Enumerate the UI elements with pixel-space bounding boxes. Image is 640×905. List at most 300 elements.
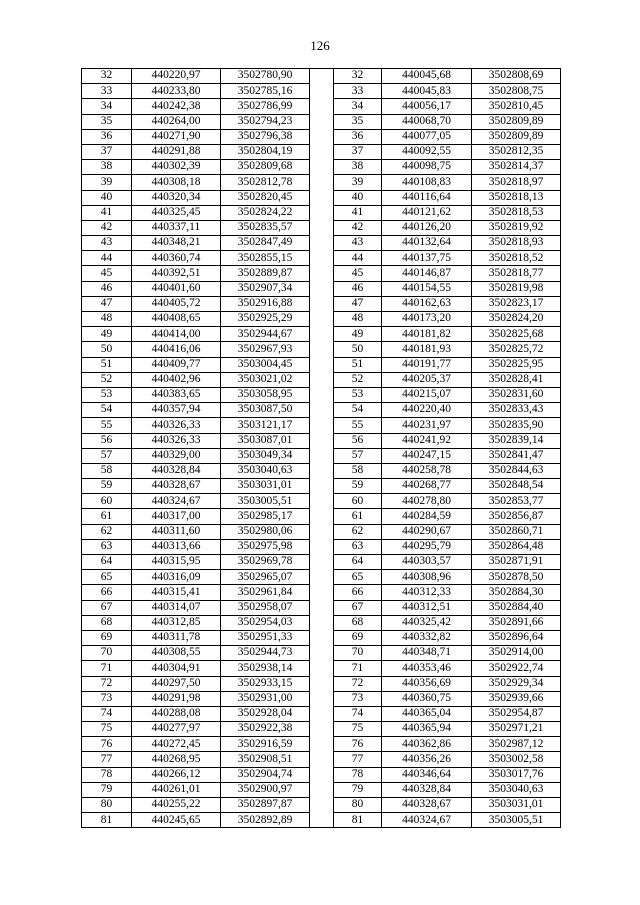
right-point-number-cell: 73	[334, 691, 382, 706]
column-gap	[310, 630, 334, 645]
right-y-coordinate-cell: 3502860,71	[472, 524, 561, 539]
right-point-number-cell: 38	[334, 160, 382, 175]
left-x-coordinate-cell: 440414,00	[132, 327, 221, 342]
left-y-coordinate-cell: 3502785,16	[221, 84, 310, 99]
right-point-number-cell: 65	[334, 570, 382, 585]
table-row	[82, 403, 561, 418]
right-point-number-cell: 46	[334, 281, 382, 296]
right-point-number-cell: 64	[334, 555, 382, 570]
right-point-number-cell: 57	[334, 448, 382, 463]
left-point-number-cell: 71	[82, 661, 132, 676]
left-y-coordinate-cell: 3502985,17	[221, 509, 310, 524]
table-row	[82, 160, 561, 175]
table-row	[82, 251, 561, 266]
left-point-number-cell: 62	[82, 524, 132, 539]
left-point-number-cell: 79	[82, 782, 132, 797]
table-row	[82, 782, 561, 797]
left-y-coordinate-cell: 3503121,17	[221, 418, 310, 433]
left-point-number-cell: 34	[82, 99, 132, 114]
left-x-coordinate-cell: 440408,65	[132, 312, 221, 327]
right-point-number-cell: 37	[334, 144, 382, 159]
left-y-coordinate-cell: 3502812,78	[221, 175, 310, 190]
left-y-coordinate-cell: 3502954,03	[221, 615, 310, 630]
right-x-coordinate-cell: 440308,96	[382, 570, 472, 585]
right-y-coordinate-cell: 3502825,95	[472, 357, 561, 372]
right-x-coordinate-cell: 440278,80	[382, 494, 472, 509]
left-x-coordinate-cell: 440326,33	[132, 418, 221, 433]
right-point-number-cell: 77	[334, 752, 382, 767]
left-y-coordinate-cell: 3503049,34	[221, 448, 310, 463]
right-x-coordinate-cell: 440162,63	[382, 296, 472, 311]
table-row	[82, 144, 561, 159]
table-row	[82, 342, 561, 357]
left-x-coordinate-cell: 440304,91	[132, 661, 221, 676]
right-point-number-cell: 45	[334, 266, 382, 281]
left-x-coordinate-cell: 440261,01	[132, 782, 221, 797]
left-x-coordinate-cell: 440312,85	[132, 615, 221, 630]
left-y-coordinate-cell: 3503087,50	[221, 403, 310, 418]
left-y-coordinate-cell: 3503031,01	[221, 479, 310, 494]
table-row	[82, 418, 561, 433]
right-x-coordinate-cell: 440098,75	[382, 160, 472, 175]
left-y-coordinate-cell: 3502933,15	[221, 676, 310, 691]
right-x-coordinate-cell: 440132,64	[382, 236, 472, 251]
column-gap	[310, 463, 334, 478]
column-gap	[310, 570, 334, 585]
right-point-number-cell: 74	[334, 706, 382, 721]
right-x-coordinate-cell: 440191,77	[382, 357, 472, 372]
right-point-number-cell: 61	[334, 509, 382, 524]
right-x-coordinate-cell: 440284,59	[382, 509, 472, 524]
column-gap	[310, 722, 334, 737]
left-x-coordinate-cell: 440409,77	[132, 357, 221, 372]
column-gap	[310, 646, 334, 661]
column-gap	[310, 767, 334, 782]
right-y-coordinate-cell: 3502844,63	[472, 463, 561, 478]
table-row	[82, 737, 561, 752]
table-row	[82, 448, 561, 463]
left-point-number-cell: 47	[82, 296, 132, 311]
right-x-coordinate-cell: 440365,94	[382, 722, 472, 737]
right-y-coordinate-cell: 3502987,12	[472, 737, 561, 752]
right-point-number-cell: 62	[334, 524, 382, 539]
right-y-coordinate-cell: 3502954,87	[472, 706, 561, 721]
right-point-number-cell: 53	[334, 387, 382, 402]
table-row	[82, 387, 561, 402]
column-gap	[310, 813, 334, 828]
left-point-number-cell: 81	[82, 813, 132, 828]
table-row	[82, 706, 561, 721]
left-x-coordinate-cell: 440402,96	[132, 372, 221, 387]
column-gap	[310, 509, 334, 524]
right-x-coordinate-cell: 440268,77	[382, 479, 472, 494]
page-number: 126	[310, 38, 330, 53]
table-row	[82, 175, 561, 190]
table-row	[82, 524, 561, 539]
right-x-coordinate-cell: 440247,15	[382, 448, 472, 463]
column-gap	[310, 691, 334, 706]
column-gap	[310, 676, 334, 691]
left-y-coordinate-cell: 3502847,49	[221, 236, 310, 251]
table-row	[82, 646, 561, 661]
left-x-coordinate-cell: 440325,45	[132, 205, 221, 220]
column-gap	[310, 266, 334, 281]
right-x-coordinate-cell: 440365,04	[382, 706, 472, 721]
left-point-number-cell: 50	[82, 342, 132, 357]
left-point-number-cell: 56	[82, 433, 132, 448]
left-y-coordinate-cell: 3502804,19	[221, 144, 310, 159]
right-y-coordinate-cell: 3502929,34	[472, 676, 561, 691]
table-row	[82, 327, 561, 342]
left-x-coordinate-cell: 440302,39	[132, 160, 221, 175]
left-y-coordinate-cell: 3502944,67	[221, 327, 310, 342]
left-x-coordinate-cell: 440272,45	[132, 737, 221, 752]
right-y-coordinate-cell: 3502835,90	[472, 418, 561, 433]
right-y-coordinate-cell: 3502839,14	[472, 433, 561, 448]
column-gap	[310, 220, 334, 235]
right-point-number-cell: 70	[334, 646, 382, 661]
column-gap	[310, 160, 334, 175]
left-y-coordinate-cell: 3502922,38	[221, 722, 310, 737]
column-gap	[310, 448, 334, 463]
right-point-number-cell: 78	[334, 767, 382, 782]
left-point-number-cell: 48	[82, 312, 132, 327]
left-point-number-cell: 53	[82, 387, 132, 402]
right-y-coordinate-cell: 3502825,72	[472, 342, 561, 357]
right-point-number-cell: 54	[334, 403, 382, 418]
column-gap	[310, 782, 334, 797]
right-point-number-cell: 50	[334, 342, 382, 357]
left-x-coordinate-cell: 440317,00	[132, 509, 221, 524]
table-row	[82, 114, 561, 129]
left-x-coordinate-cell: 440360,74	[132, 251, 221, 266]
right-point-number-cell: 71	[334, 661, 382, 676]
left-y-coordinate-cell: 3502931,00	[221, 691, 310, 706]
right-point-number-cell: 66	[334, 585, 382, 600]
left-y-coordinate-cell: 3502897,87	[221, 798, 310, 813]
left-y-coordinate-cell: 3502925,29	[221, 312, 310, 327]
right-x-coordinate-cell: 440173,20	[382, 312, 472, 327]
right-y-coordinate-cell: 3502891,66	[472, 615, 561, 630]
column-gap	[310, 205, 334, 220]
right-x-coordinate-cell: 440231,97	[382, 418, 472, 433]
left-point-number-cell: 70	[82, 646, 132, 661]
left-y-coordinate-cell: 3502796,38	[221, 129, 310, 144]
left-x-coordinate-cell: 440326,33	[132, 433, 221, 448]
table-row	[82, 494, 561, 509]
column-gap	[310, 403, 334, 418]
column-gap	[310, 737, 334, 752]
right-point-number-cell: 35	[334, 114, 382, 129]
left-y-coordinate-cell: 3502908,51	[221, 752, 310, 767]
table-row	[82, 205, 561, 220]
right-point-number-cell: 68	[334, 615, 382, 630]
right-y-coordinate-cell: 3502819,92	[472, 220, 561, 235]
left-y-coordinate-cell: 3502904,74	[221, 767, 310, 782]
right-point-number-cell: 59	[334, 479, 382, 494]
right-point-number-cell: 51	[334, 357, 382, 372]
left-point-number-cell: 41	[82, 205, 132, 220]
column-gap	[310, 661, 334, 676]
right-x-coordinate-cell: 440328,84	[382, 782, 472, 797]
column-gap	[310, 114, 334, 129]
left-point-number-cell: 65	[82, 570, 132, 585]
left-x-coordinate-cell: 440233,80	[132, 84, 221, 99]
left-point-number-cell: 42	[82, 220, 132, 235]
column-gap	[310, 99, 334, 114]
column-gap	[310, 236, 334, 251]
left-x-coordinate-cell: 440264,00	[132, 114, 221, 129]
right-y-coordinate-cell: 3502818,53	[472, 205, 561, 220]
left-x-coordinate-cell: 440311,78	[132, 630, 221, 645]
right-y-coordinate-cell: 3502828,41	[472, 372, 561, 387]
left-x-coordinate-cell: 440271,90	[132, 129, 221, 144]
left-point-number-cell: 64	[82, 555, 132, 570]
right-y-coordinate-cell: 3502896,64	[472, 630, 561, 645]
column-gap	[310, 539, 334, 554]
table-row	[82, 479, 561, 494]
left-x-coordinate-cell: 440337,11	[132, 220, 221, 235]
left-y-coordinate-cell: 3502944,73	[221, 646, 310, 661]
column-gap	[310, 585, 334, 600]
table-row	[82, 615, 561, 630]
left-x-coordinate-cell: 440255,22	[132, 798, 221, 813]
right-y-coordinate-cell: 3502810,45	[472, 99, 561, 114]
right-x-coordinate-cell: 440325,42	[382, 615, 472, 630]
left-y-coordinate-cell: 3502951,33	[221, 630, 310, 645]
right-x-coordinate-cell: 440181,82	[382, 327, 472, 342]
right-x-coordinate-cell: 440092,55	[382, 144, 472, 159]
coordinates-table	[81, 68, 561, 828]
right-x-coordinate-cell: 440220,40	[382, 403, 472, 418]
table-row	[82, 69, 561, 84]
left-x-coordinate-cell: 440316,09	[132, 570, 221, 585]
right-point-number-cell: 79	[334, 782, 382, 797]
coordinates-table-body	[82, 69, 561, 828]
right-y-coordinate-cell: 3502818,77	[472, 266, 561, 281]
column-gap	[310, 342, 334, 357]
left-x-coordinate-cell: 440313,66	[132, 539, 221, 554]
left-point-number-cell: 69	[82, 630, 132, 645]
left-x-coordinate-cell: 440348,21	[132, 236, 221, 251]
left-point-number-cell: 66	[82, 585, 132, 600]
table-row	[82, 722, 561, 737]
right-y-coordinate-cell: 3502823,17	[472, 296, 561, 311]
right-y-coordinate-cell: 3503040,63	[472, 782, 561, 797]
left-x-coordinate-cell: 440328,84	[132, 463, 221, 478]
left-point-number-cell: 60	[82, 494, 132, 509]
left-y-coordinate-cell: 3502928,04	[221, 706, 310, 721]
right-point-number-cell: 75	[334, 722, 382, 737]
right-point-number-cell: 40	[334, 190, 382, 205]
left-point-number-cell: 32	[82, 69, 132, 84]
right-x-coordinate-cell: 440068,70	[382, 114, 472, 129]
column-gap	[310, 190, 334, 205]
left-x-coordinate-cell: 440383,65	[132, 387, 221, 402]
column-gap	[310, 251, 334, 266]
left-y-coordinate-cell: 3502855,15	[221, 251, 310, 266]
left-point-number-cell: 63	[82, 539, 132, 554]
left-y-coordinate-cell: 3502967,93	[221, 342, 310, 357]
column-gap	[310, 600, 334, 615]
left-point-number-cell: 73	[82, 691, 132, 706]
table-row	[82, 767, 561, 782]
left-x-coordinate-cell: 440245,65	[132, 813, 221, 828]
right-x-coordinate-cell: 440056,17	[382, 99, 472, 114]
left-point-number-cell: 46	[82, 281, 132, 296]
table-row	[82, 570, 561, 585]
left-y-coordinate-cell: 3502980,06	[221, 524, 310, 539]
left-y-coordinate-cell: 3502969,78	[221, 555, 310, 570]
right-x-coordinate-cell: 440258,78	[382, 463, 472, 478]
right-x-coordinate-cell: 440348,71	[382, 646, 472, 661]
column-gap	[310, 144, 334, 159]
right-point-number-cell: 42	[334, 220, 382, 235]
right-y-coordinate-cell: 3502914,00	[472, 646, 561, 661]
right-x-coordinate-cell: 440356,26	[382, 752, 472, 767]
right-x-coordinate-cell: 440154,55	[382, 281, 472, 296]
left-x-coordinate-cell: 440401,60	[132, 281, 221, 296]
left-y-coordinate-cell: 3502907,34	[221, 281, 310, 296]
right-y-coordinate-cell: 3502825,68	[472, 327, 561, 342]
right-x-coordinate-cell: 440241,92	[382, 433, 472, 448]
left-y-coordinate-cell: 3502889,87	[221, 266, 310, 281]
right-y-coordinate-cell: 3502864,48	[472, 539, 561, 554]
table-row	[82, 312, 561, 327]
left-point-number-cell: 61	[82, 509, 132, 524]
right-x-coordinate-cell: 440146,87	[382, 266, 472, 281]
right-y-coordinate-cell: 3502833,43	[472, 403, 561, 418]
table-row	[82, 798, 561, 813]
left-y-coordinate-cell: 3503040,63	[221, 463, 310, 478]
left-point-number-cell: 36	[82, 129, 132, 144]
right-y-coordinate-cell: 3503017,76	[472, 767, 561, 782]
right-point-number-cell: 48	[334, 312, 382, 327]
left-x-coordinate-cell: 440308,18	[132, 175, 221, 190]
right-y-coordinate-cell: 3502884,40	[472, 600, 561, 615]
column-gap	[310, 418, 334, 433]
left-y-coordinate-cell: 3502786,99	[221, 99, 310, 114]
left-y-coordinate-cell: 3503087,01	[221, 433, 310, 448]
left-point-number-cell: 74	[82, 706, 132, 721]
left-point-number-cell: 52	[82, 372, 132, 387]
table-row	[82, 509, 561, 524]
column-gap	[310, 327, 334, 342]
column-gap	[310, 357, 334, 372]
left-y-coordinate-cell: 3502938,14	[221, 661, 310, 676]
right-x-coordinate-cell: 440328,67	[382, 798, 472, 813]
left-point-number-cell: 44	[82, 251, 132, 266]
right-point-number-cell: 80	[334, 798, 382, 813]
right-y-coordinate-cell: 3502841,47	[472, 448, 561, 463]
right-y-coordinate-cell: 3503031,01	[472, 798, 561, 813]
left-x-coordinate-cell: 440320,34	[132, 190, 221, 205]
column-gap	[310, 312, 334, 327]
left-y-coordinate-cell: 3503005,51	[221, 494, 310, 509]
left-point-number-cell: 57	[82, 448, 132, 463]
left-point-number-cell: 45	[82, 266, 132, 281]
right-y-coordinate-cell: 3502848,54	[472, 479, 561, 494]
left-point-number-cell: 78	[82, 767, 132, 782]
left-y-coordinate-cell: 3502975,98	[221, 539, 310, 554]
right-x-coordinate-cell: 440137,75	[382, 251, 472, 266]
right-y-coordinate-cell: 3502812,35	[472, 144, 561, 159]
right-point-number-cell: 33	[334, 84, 382, 99]
right-x-coordinate-cell: 440295,79	[382, 539, 472, 554]
left-point-number-cell: 39	[82, 175, 132, 190]
right-point-number-cell: 69	[334, 630, 382, 645]
right-x-coordinate-cell: 440108,83	[382, 175, 472, 190]
column-gap	[310, 296, 334, 311]
table-row	[82, 236, 561, 251]
right-y-coordinate-cell: 3502884,30	[472, 585, 561, 600]
right-x-coordinate-cell: 440312,33	[382, 585, 472, 600]
left-y-coordinate-cell: 3502824,22	[221, 205, 310, 220]
column-gap	[310, 433, 334, 448]
table-row	[82, 281, 561, 296]
right-y-coordinate-cell: 3502818,13	[472, 190, 561, 205]
table-row	[82, 555, 561, 570]
table-row	[82, 630, 561, 645]
left-x-coordinate-cell: 440220,97	[132, 69, 221, 84]
column-gap	[310, 84, 334, 99]
left-point-number-cell: 40	[82, 190, 132, 205]
right-point-number-cell: 67	[334, 600, 382, 615]
right-point-number-cell: 58	[334, 463, 382, 478]
right-y-coordinate-cell: 3502818,93	[472, 236, 561, 251]
left-x-coordinate-cell: 440315,95	[132, 555, 221, 570]
right-point-number-cell: 55	[334, 418, 382, 433]
left-x-coordinate-cell: 440288,08	[132, 706, 221, 721]
right-x-coordinate-cell: 440126,20	[382, 220, 472, 235]
table-row	[82, 752, 561, 767]
right-x-coordinate-cell: 440181,93	[382, 342, 472, 357]
right-y-coordinate-cell: 3502818,52	[472, 251, 561, 266]
right-x-coordinate-cell: 440215,07	[382, 387, 472, 402]
right-x-coordinate-cell: 440121,62	[382, 205, 472, 220]
right-x-coordinate-cell: 440045,68	[382, 69, 472, 84]
right-x-coordinate-cell: 440332,82	[382, 630, 472, 645]
left-y-coordinate-cell: 3502794,23	[221, 114, 310, 129]
right-point-number-cell: 49	[334, 327, 382, 342]
column-gap	[310, 281, 334, 296]
right-y-coordinate-cell: 3502809,89	[472, 114, 561, 129]
left-x-coordinate-cell: 440311,60	[132, 524, 221, 539]
right-point-number-cell: 32	[334, 69, 382, 84]
left-x-coordinate-cell: 440277,97	[132, 722, 221, 737]
right-y-coordinate-cell: 3502922,74	[472, 661, 561, 676]
right-y-coordinate-cell: 3502824,20	[472, 312, 561, 327]
column-gap	[310, 798, 334, 813]
left-point-number-cell: 72	[82, 676, 132, 691]
left-y-coordinate-cell: 3502958,07	[221, 600, 310, 615]
left-y-coordinate-cell: 3502916,88	[221, 296, 310, 311]
left-x-coordinate-cell: 440314,07	[132, 600, 221, 615]
right-y-coordinate-cell: 3502853,77	[472, 494, 561, 509]
right-y-coordinate-cell: 3502831,60	[472, 387, 561, 402]
left-y-coordinate-cell: 3503004,45	[221, 357, 310, 372]
right-x-coordinate-cell: 440116,64	[382, 190, 472, 205]
left-point-number-cell: 37	[82, 144, 132, 159]
left-x-coordinate-cell: 440405,72	[132, 296, 221, 311]
left-point-number-cell: 80	[82, 798, 132, 813]
right-y-coordinate-cell: 3502814,37	[472, 160, 561, 175]
table-row	[82, 220, 561, 235]
left-y-coordinate-cell: 3502916,59	[221, 737, 310, 752]
table-row	[82, 129, 561, 144]
left-point-number-cell: 35	[82, 114, 132, 129]
right-x-coordinate-cell: 440360,75	[382, 691, 472, 706]
